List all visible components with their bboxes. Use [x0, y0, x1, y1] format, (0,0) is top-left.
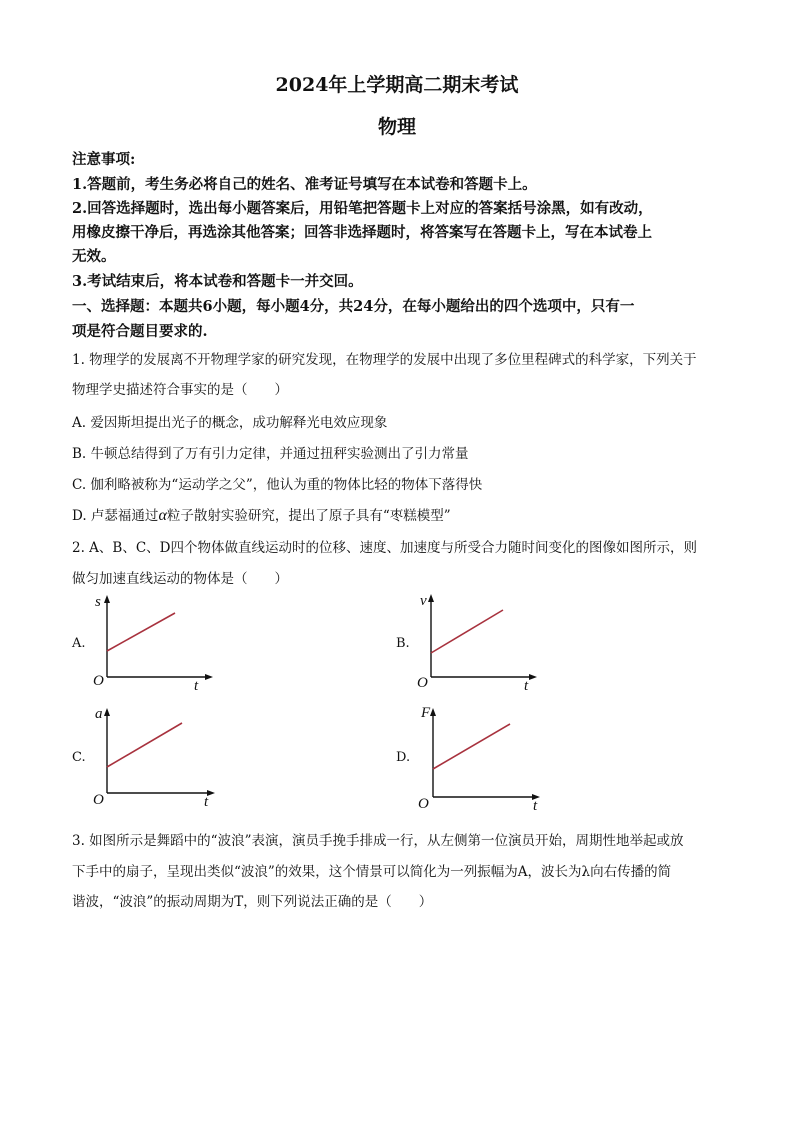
y-axis-label: v	[420, 593, 427, 609]
graph-a	[90, 592, 220, 692]
graph-line	[107, 613, 175, 651]
x-axis-label: t	[524, 678, 529, 692]
x-axis-label: t	[194, 678, 199, 692]
graph-c	[90, 702, 222, 808]
y-axis-label: s	[95, 594, 101, 610]
graph-d	[414, 702, 548, 812]
notice-item: 2.回答选择题时，选出每小题答案后，用铅笔把答题卡上对应的答案括号涂黑，如有改动，	[72, 200, 653, 217]
y-axis-label: F	[421, 705, 431, 721]
graph-line	[431, 610, 503, 653]
question-stem: 下手中的扇子，呈现出类似“波浪”的效果，这个情景可以简化为一列振幅为A，波长为λ向右传播的简	[72, 864, 672, 880]
question-stem: 物理学史描述符合事实的是（ ）	[72, 382, 288, 398]
question-stem: 2. A、B、C、D四个物体做直线运动时的位移、速度、加速度与所受合力随时间变化的图像如图所示，则	[72, 540, 697, 556]
x-axis-label: t	[204, 794, 209, 808]
origin-label: O	[93, 673, 104, 689]
exam-title: 2024年上学期高二期末考试	[275, 74, 519, 96]
question-stem: 谐波，“波浪”的振动周期为T，则下列说法正确的是（ ）	[72, 894, 433, 910]
graph-b	[414, 590, 544, 692]
section-heading: 一、选择题：本题共6小题，每小题4分，共24分，在每小题给出的四个选项中，只有一	[72, 298, 635, 315]
notice-item: 无效。	[72, 248, 116, 265]
graph-option-label: C.	[72, 750, 86, 765]
y-axis-arrow	[428, 594, 434, 602]
option-c: C. 伽利略被称为“运动学之父”，他认为重的物体比轻的物体下落得快	[72, 477, 483, 493]
x-axis-arrow	[207, 790, 215, 796]
origin-label: O	[417, 675, 428, 691]
notice-item: 1.答题前，考生务必将自己的姓名、准考证号填写在本试卷和答题卡上。	[72, 176, 537, 193]
question-stem: 做匀加速直线运动的物体是（ ）	[72, 571, 288, 587]
graph-line	[107, 723, 182, 767]
notice-item: 3.考试结束后，将本试卷和答题卡一并交回。	[72, 273, 363, 290]
notice-item: 用橡皮擦干净后，再选涂其他答案；回答非选择题时，将答案写在答题卡上，写在本试卷上	[72, 224, 652, 241]
section-heading: 项是符合题目要求的.	[72, 323, 208, 340]
option-d-suffix: 粒子散射实验研究，提出了原子具有“枣糕模型”	[166, 508, 451, 524]
option-d-prefix: D. 卢瑟福通过	[72, 508, 159, 524]
y-axis-arrow	[104, 708, 110, 716]
x-axis-arrow	[205, 674, 213, 680]
graph-option-label: B.	[396, 636, 410, 651]
y-axis-arrow	[430, 708, 436, 716]
x-axis-label: t	[533, 798, 538, 812]
question-stem: 1. 物理学的发展离不开物理学家的研究发现，在物理学的发展中出现了多位里程碑式的科学家，下列关于	[72, 352, 697, 368]
graph-option-label: D.	[396, 750, 411, 765]
graph-line	[433, 724, 510, 769]
y-axis-label: a	[95, 706, 103, 722]
origin-label: O	[93, 792, 104, 808]
question-stem: 3. 如图所示是舞蹈中的“波浪”表演，演员手挽手排成一行，从左侧第一位演员开始，周期性地举起或放	[72, 833, 684, 849]
graph-option-label: A.	[72, 636, 86, 651]
notice-heading: 注意事项:	[72, 151, 136, 168]
subject-title: 物理	[377, 116, 416, 138]
y-axis-arrow	[104, 595, 110, 603]
option-d	[72, 504, 451, 525]
alpha-symbol: α	[158, 507, 167, 524]
origin-label: O	[418, 796, 429, 812]
option-a: A. 爱因斯坦提出光子的概念，成功解释光电效应现象	[72, 415, 388, 431]
x-axis-arrow	[529, 674, 537, 680]
option-b: B. 牛顿总结得到了万有引力定律，并通过扭秤实验测出了引力常量	[72, 446, 469, 462]
